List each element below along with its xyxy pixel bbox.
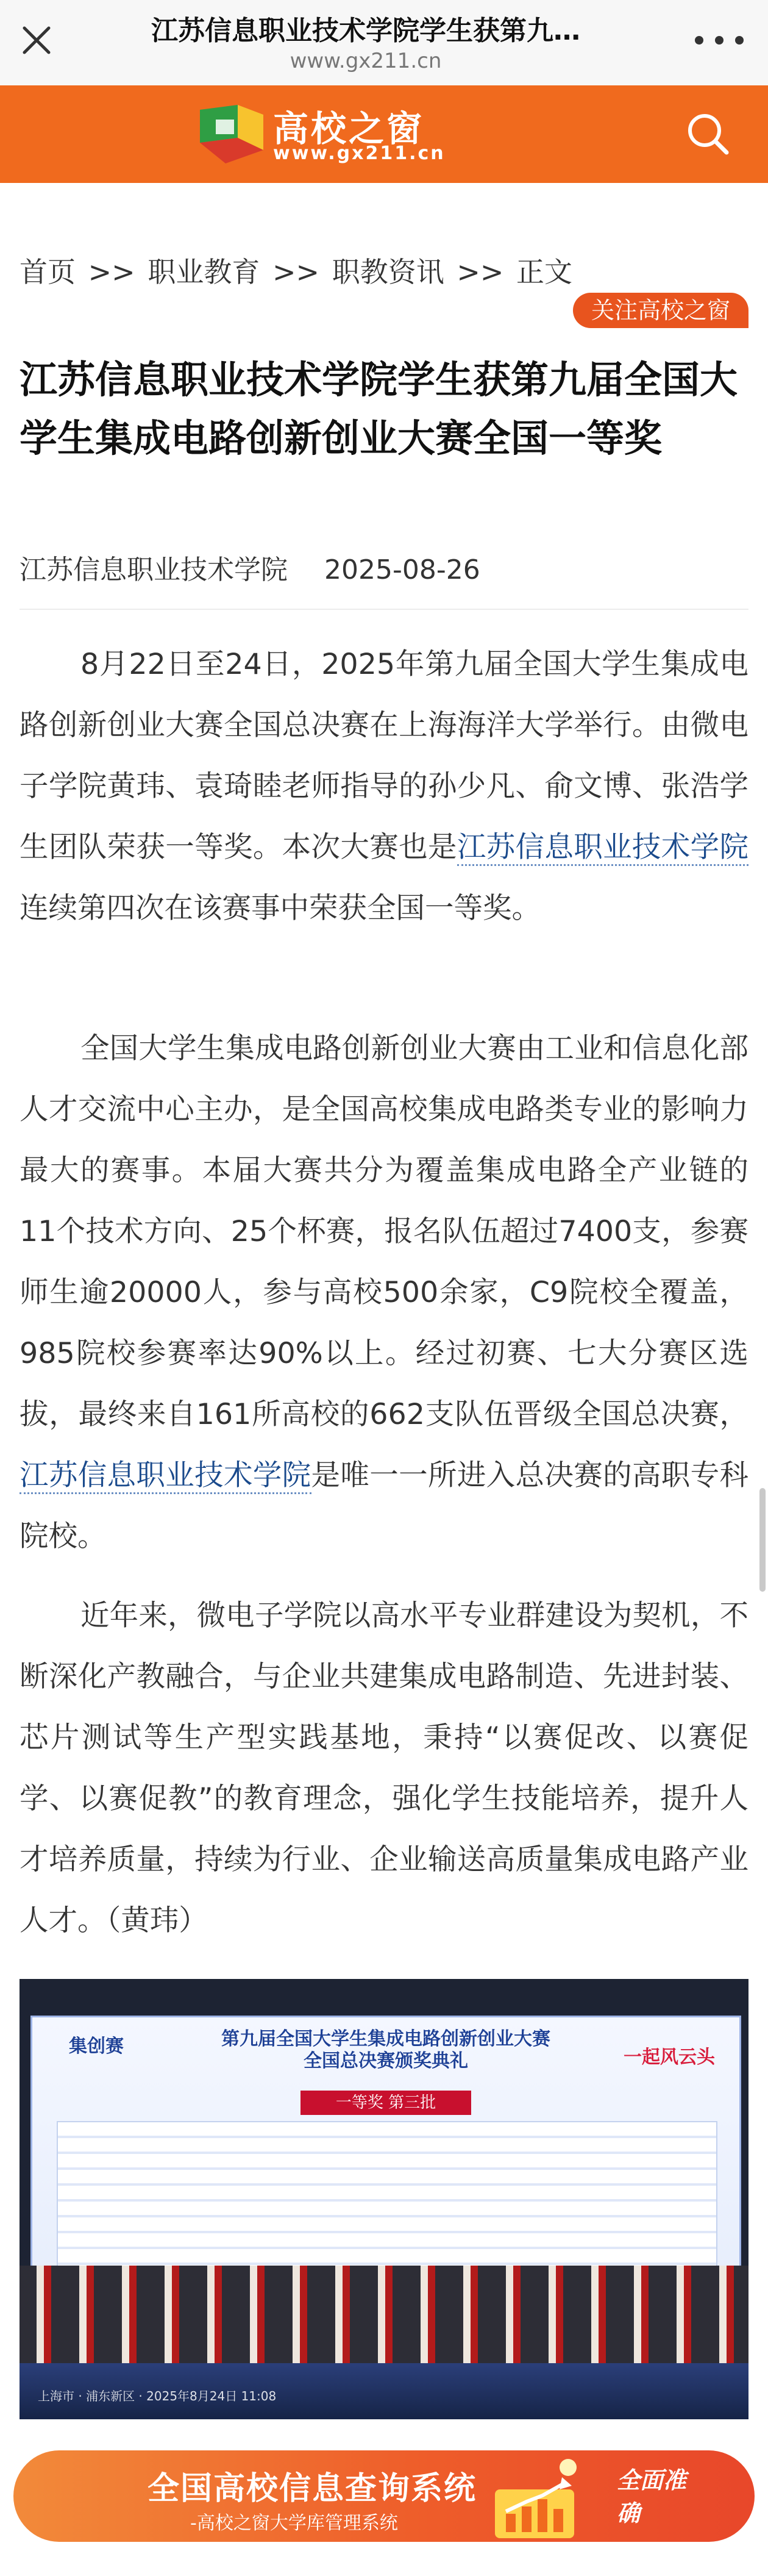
award-winners-row <box>20 2266 748 2363</box>
breadcrumb-news[interactable]: 职教资讯 <box>332 256 444 288</box>
article-meta <box>20 548 480 587</box>
banner-subtitle: -高校之窗大学库管理系统 <box>190 2513 398 2534</box>
award-table <box>57 2121 717 2270</box>
breadcrumb-separator: >> <box>272 256 320 288</box>
paragraph-text: 8月22日至24日，2025年第九届全国大学生集成电路创新创业大赛全国总决赛在上海海洋大学举行。由微电子学院黄玮、袁琦睦老师指导的孙少凡、俞文博、张浩学生团队荣获一等奖。本次大赛也是 <box>20 648 748 864</box>
article-paragraph-2 <box>20 1018 748 1567</box>
close-icon[interactable] <box>18 22 55 59</box>
breadcrumb <box>20 250 576 290</box>
browser-domain: www.gx211.cn <box>290 49 442 73</box>
breadcrumb-vocational[interactable]: 职业教育 <box>148 256 260 288</box>
article-paragraph-1 <box>20 634 748 939</box>
paragraph-text: 是唯一一所进入总决赛的高职专科院校。 <box>20 1459 749 1553</box>
more-options-icon[interactable] <box>695 28 744 52</box>
scrollbar[interactable] <box>759 1488 766 1592</box>
site-logo[interactable] <box>195 99 475 170</box>
info-query-banner[interactable] <box>13 2450 755 2542</box>
paragraph-text: 全国大学生集成电路创新创业大赛由工业和信息化部人才交流中心主办，是全国高校集成电路类专业的影响力最大的赛事。本届大赛共分为覆盖集成电路全产业链的11个技术方向、25个杯赛，报名队伍超过7400支，参赛师生逾20000人，参与高校500余家，C9院校全覆盖，985院校参赛率达90%以上。经过初赛、七大分赛区选拔，最终来自161所高校的662支队伍晋级全国总决赛， <box>20 1032 748 1431</box>
site-url: www.gx211.cn <box>273 143 446 164</box>
article-date: 2025-08-26 <box>324 554 480 585</box>
screen-slogan: 一起风云头 <box>624 2047 715 2068</box>
paragraph-text: 连续第四次在该赛事中荣获全国一等奖。 <box>20 892 541 925</box>
logo-mark-icon <box>195 101 267 167</box>
follow-button[interactable]: 关注高校之窗 <box>573 293 748 328</box>
browser-tab-title: 江苏信息职业技术学院学生获第九… <box>151 15 580 46</box>
banner-title: 全国高校信息查询系统 <box>148 2470 477 2507</box>
screen-title: 第九届全国大学生集成电路创新创业大赛 全国总决赛颁奖典礼 <box>221 2028 550 2072</box>
site-brand: 高校之窗 <box>273 108 425 149</box>
photo-timestamp: 上海市 · 浦东新区 · 2025年8月24日 11:08 <box>38 2389 277 2403</box>
award-ceremony-photo[interactable] <box>20 1979 748 2419</box>
divider <box>20 609 748 610</box>
breadcrumb-current: 正文 <box>516 256 573 288</box>
screen-brand: 集创赛 <box>69 2036 124 2057</box>
breadcrumb-separator: >> <box>88 256 135 288</box>
school-link[interactable]: 江苏信息职业技术学院 <box>20 1459 311 1494</box>
banner-right-text: 全面准确 <box>617 2467 687 2527</box>
screen-badge: 一等奖 第三批 <box>300 2091 471 2115</box>
search-icon[interactable] <box>684 110 733 159</box>
article-paragraph-3: 近年来，微电子学院以高水平专业群建设为契机，不断深化产教融合，与企业共建集成电路制造、先进封装、芯片测试等生产型实践基地，秉持“以赛促改、以赛促学、以赛促教”的教育理念，强化学生技能培养，提升人才培养质量，持续为行业、企业输送高质量集成电路产业人才。（黄玮） <box>20 1599 748 1937</box>
article-source: 江苏信息职业技术学院 <box>20 554 288 585</box>
chart-trophy-icon <box>477 2453 592 2542</box>
site-header <box>0 85 768 183</box>
breadcrumb-separator: >> <box>457 256 504 288</box>
school-link[interactable]: 江苏信息职业技术学院 <box>457 831 748 866</box>
browser-top-bar <box>0 0 768 86</box>
stage-screen <box>30 2016 741 2281</box>
article-title: 江苏信息职业技术学院学生获第九届全国大学生集成电路创新创业大赛全国一等奖 <box>20 357 738 460</box>
breadcrumb-home[interactable]: 首页 <box>20 256 76 288</box>
